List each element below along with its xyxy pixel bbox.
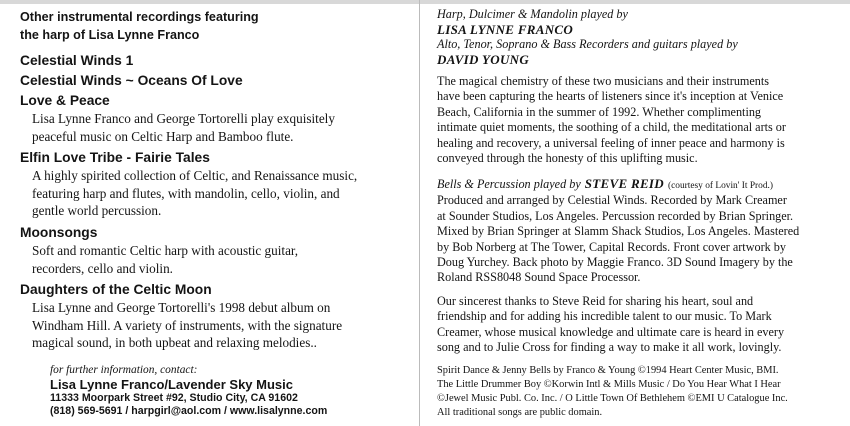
intro-line: Other instrumental recordings featuring [20, 10, 259, 24]
contact-label: for further information, contact: [50, 364, 198, 376]
paragraph-line: Creamer, whose musical knowledge and ultimate care is heard in every [437, 324, 785, 339]
album-desc-line: peaceful music on Celtic Harp and Bamboo flute. [32, 128, 294, 144]
percussion-credit [437, 175, 837, 193]
intro-line: the harp of Lisa Lynne Franco [20, 28, 200, 42]
paragraph-line: at Sounder Studios, Los Angeles. Percussion recorded by Brian Springer. [437, 208, 794, 223]
credit-name: DAVID YOUNG [437, 52, 530, 67]
thanks-paragraph [437, 294, 837, 356]
copyright-line: Spirit Dance & Jenny Bells by Franco & Young ©1994 Heart Center Music, BMI. [437, 364, 779, 376]
contact-address: 11333 Moorpark Street #92, Studio City, CA 91602 [50, 392, 298, 404]
credit-role: Alto, Tenor, Soprano & Bass Recorders and guitars played by [437, 37, 738, 51]
album-desc-line: recorders, cello and violin. [32, 260, 173, 276]
paragraph-line: friendship and for adding his incredible talent to our music. To Mark [437, 309, 772, 324]
album-entry [20, 281, 412, 352]
album-title: Celestial Winds ~ Oceans Of Love [20, 73, 243, 88]
album-entry [20, 52, 412, 70]
fold-divider [419, 0, 420, 426]
album-description [32, 167, 412, 220]
album-desc-line: Lisa Lynne Franco and George Tortorelli play exquisitely [32, 111, 335, 126]
album-desc-line: Lisa Lynne and George Tortorelli's 1998 debut album on [32, 300, 331, 316]
paragraph-line: healing and recovery, a universal feeling of inner peace and harmony is [437, 135, 785, 150]
contact-block [50, 364, 410, 418]
album-description [32, 299, 412, 352]
contact-name: Lisa Lynne Franco/Lavender Sky Music [50, 377, 293, 392]
credit-role: Bells & Percussion played by [437, 177, 581, 192]
copyright-line: All traditional songs are public domain. [437, 406, 603, 418]
copyright-line: The Little Drummer Boy ©Korwin Intl & Mills Music / Do You Hear What I Hear [437, 378, 781, 390]
production-paragraph [437, 175, 837, 285]
copyright-line: ©Jewel Music Publ. Co. Inc. / O Little Town Of Bethlehem ©EMI U Catalogue Inc. [437, 392, 788, 404]
paragraph-line: Mixed by Brian Springer at Slamm Shack Studios, Los Angeles. Mastered [437, 224, 800, 239]
credit-name: LISA LYNNE FRANCO [437, 22, 574, 37]
album-entry [20, 149, 412, 220]
paragraph-line: song and to Julie Cross for finding a way to make it all work, lovingly. [437, 340, 782, 355]
album-desc-line: Windham Hill. A variety of instruments, with the signature [32, 317, 343, 333]
album-description [32, 110, 412, 145]
paragraph-line: Beach, California in the summer of 1992. Whether complimenting [437, 104, 762, 119]
credit-role: Harp, Dulcimer & Mandolin played by [437, 7, 628, 21]
left-panel [20, 8, 412, 356]
album-entry [20, 92, 412, 145]
album-title: Moonsongs [20, 224, 98, 240]
courtesy-note: (courtesy of Lovin' It Prod.) [667, 181, 774, 192]
performer-credits [437, 7, 837, 67]
credit-name: STEVE REID [584, 176, 664, 192]
album-desc-line: Soft and romantic Celtic harp with acoustic guitar, [32, 242, 299, 258]
paragraph-line: by Bob Norberg at The Tower, Capital Records. Front cover artwork by [437, 239, 786, 254]
copyright-notes [437, 364, 837, 420]
album-entry [20, 224, 412, 277]
paragraph-line: conveyed through the honesty of this uplifting music. [437, 151, 698, 166]
album-entry [20, 72, 412, 90]
chemistry-paragraph [437, 74, 837, 166]
album-desc-line: featuring harp and flutes, with mandolin, cello, violin, and [32, 185, 340, 201]
album-desc-line: A highly spirited collection of Celtic, and Renaissance music, [32, 168, 358, 184]
paragraph-line: intimate quiet moments, the soothing of a child, the meditational arts or [437, 120, 786, 135]
paragraph-line: have been capturing the hearts of listeners since it's inception at Venice [437, 89, 784, 104]
paragraph-line: Doug Yurchey. Back photo by Maggie Franco. 3D Sound Imagery by the [437, 255, 793, 270]
top-edge-band [0, 0, 850, 4]
album-title: Celestial Winds 1 [20, 53, 134, 68]
right-panel [437, 7, 837, 420]
album-title: Daughters of the Celtic Moon [20, 282, 212, 298]
album-desc-line: gentle world percussion. [32, 203, 162, 219]
album-title: Love & Peace [20, 93, 110, 108]
intro-heading [20, 8, 412, 44]
album-description [32, 242, 412, 277]
paragraph-line: Produced and arranged by Celestial Winds. Recorded by Mark Creamer [437, 193, 787, 208]
paragraph-line: Our sincerest thanks to Steve Reid for sharing his heart, soul and [437, 293, 754, 308]
album-title: Elfin Love Tribe - Fairie Tales [20, 150, 210, 166]
paragraph-line: The magical chemistry of these two musicians and their instruments [437, 74, 770, 88]
contact-phone-web: (818) 569-5691 / harpgirl@aol.com / www.lisalynne.com [50, 405, 328, 417]
album-desc-line: magical sound, in both upbeat and relaxing melodies.. [32, 335, 317, 351]
paragraph-line: Roland RSS8048 Sound Space Processor. [437, 270, 641, 285]
